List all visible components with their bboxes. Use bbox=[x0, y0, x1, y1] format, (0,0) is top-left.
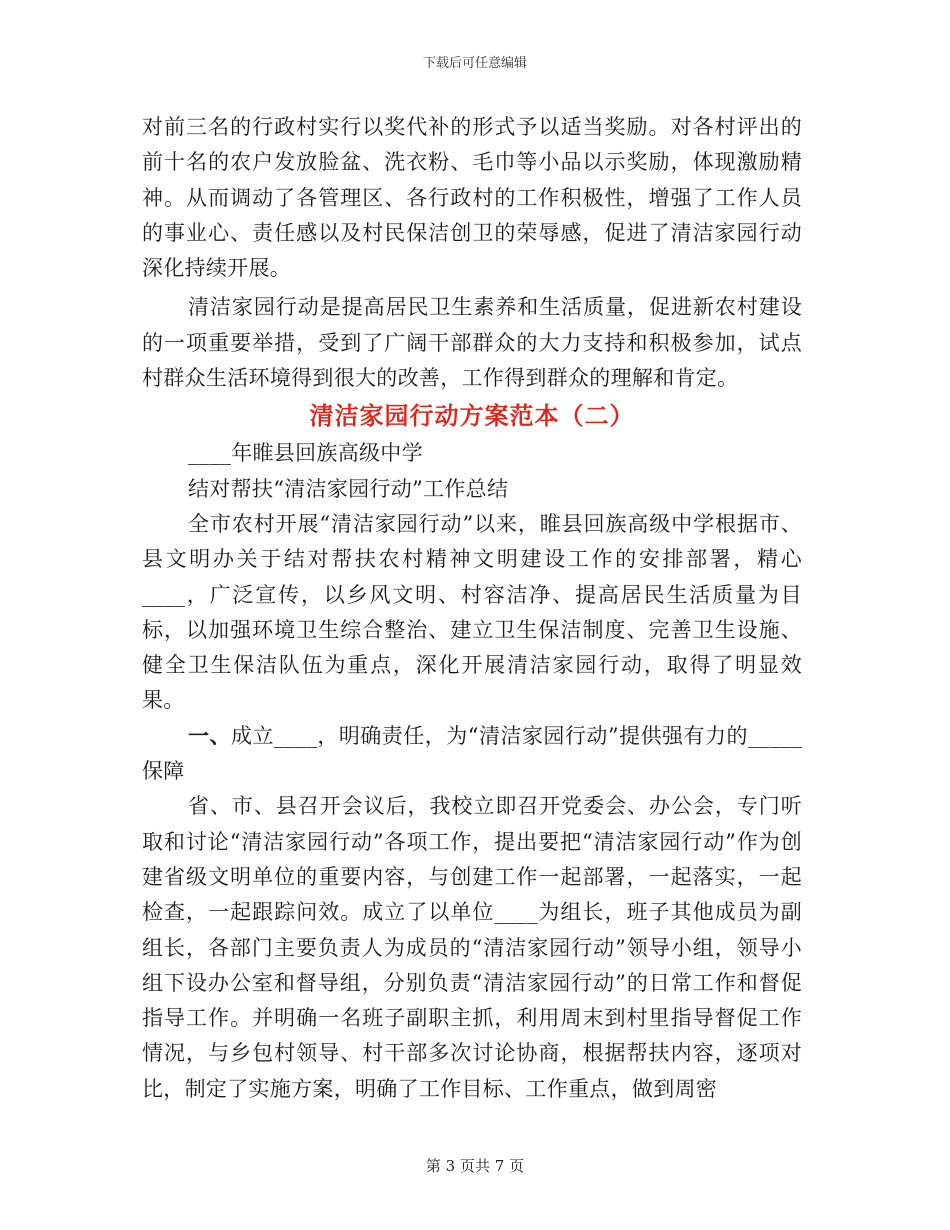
document-body bbox=[142, 110, 802, 1107]
heading-one-text: 成立____，明确责任，为“清洁家园行动”提供强有力的_____保障 bbox=[142, 723, 802, 784]
page-footer: 第 3 页共 7 页 bbox=[425, 1157, 525, 1175]
paragraph-reward: 对前三名的行政村实行以奖代补的形式予以适当奖励。对各村评出的前十名的农户发放脸盆、洗衣粉、毛巾等小品以示奖励，体现激励精神。从而调动了各管理区、各行政村的工作积极性，增强了工作人员的事业心、责任感以及村民保洁创卫的荣辱感，促进了清洁家园行动深化持续开展。 bbox=[142, 115, 802, 281]
org-line: ____年睢县回族高级中学 bbox=[188, 441, 423, 466]
paragraph-conclusion: 清洁家园行动是提高居民卫生素养和生活质量，促进新农村建设的一项重要举措，受到了广阔干部群众的大力支持和积极参加，试点村群众生活环境得到很大的改善，工作得到群众的理解和肯定。 bbox=[142, 295, 802, 391]
heading-one-number: 一、 bbox=[188, 723, 231, 748]
section-title: 清洁家园行动方案范本（二） bbox=[309, 402, 635, 431]
heading-one bbox=[142, 719, 802, 790]
page-header: 下载后可任意编辑 bbox=[422, 56, 527, 71]
paragraph-intro: 全市农村开展“清洁家园行动”以来，睢县回族高级中学根据市、县文明办关于结对帮扶农村精神文明建设工作的安排部署，精心____，广泛宣传，以乡风文明、村容洁净、提高居民生活质量为目标，以加强环境卫生综合整治、建立卫生保洁制度、完善卫生设施、健全卫生保洁队伍为重点，深化开展清洁家园行动，取得了明显效果。 bbox=[142, 511, 802, 713]
summary-line: 结对帮扶“清洁家园行动”工作总结 bbox=[188, 476, 509, 501]
paragraph-body-one: 省、市、县召开会议后，我校立即召开党委会、办公会，专门听取和讨论“清洁家园行动”各项工作，提出要把“清洁家园行动”作为创建省级文明单位的重要内容，与创建工作一起部署，一起落实，一起检查，一起跟踪问效。成立了以单位____为组长，班子其他成员为副组长，各部门主要负责人为成员的“清洁家园行动”领导小组，领导小组下设办公室和督导组，分别负责“清洁家园行动”的日常工作和督促指导工作。并明确一名班子副职主抓，利用周末到村里指导督促工作情况，与乡包村领导、村干部多次讨论协商，根据帮扶内容，逐项对比，制定了实施方案，明确了工作目标、工作重点，做到周密 bbox=[142, 794, 802, 1101]
